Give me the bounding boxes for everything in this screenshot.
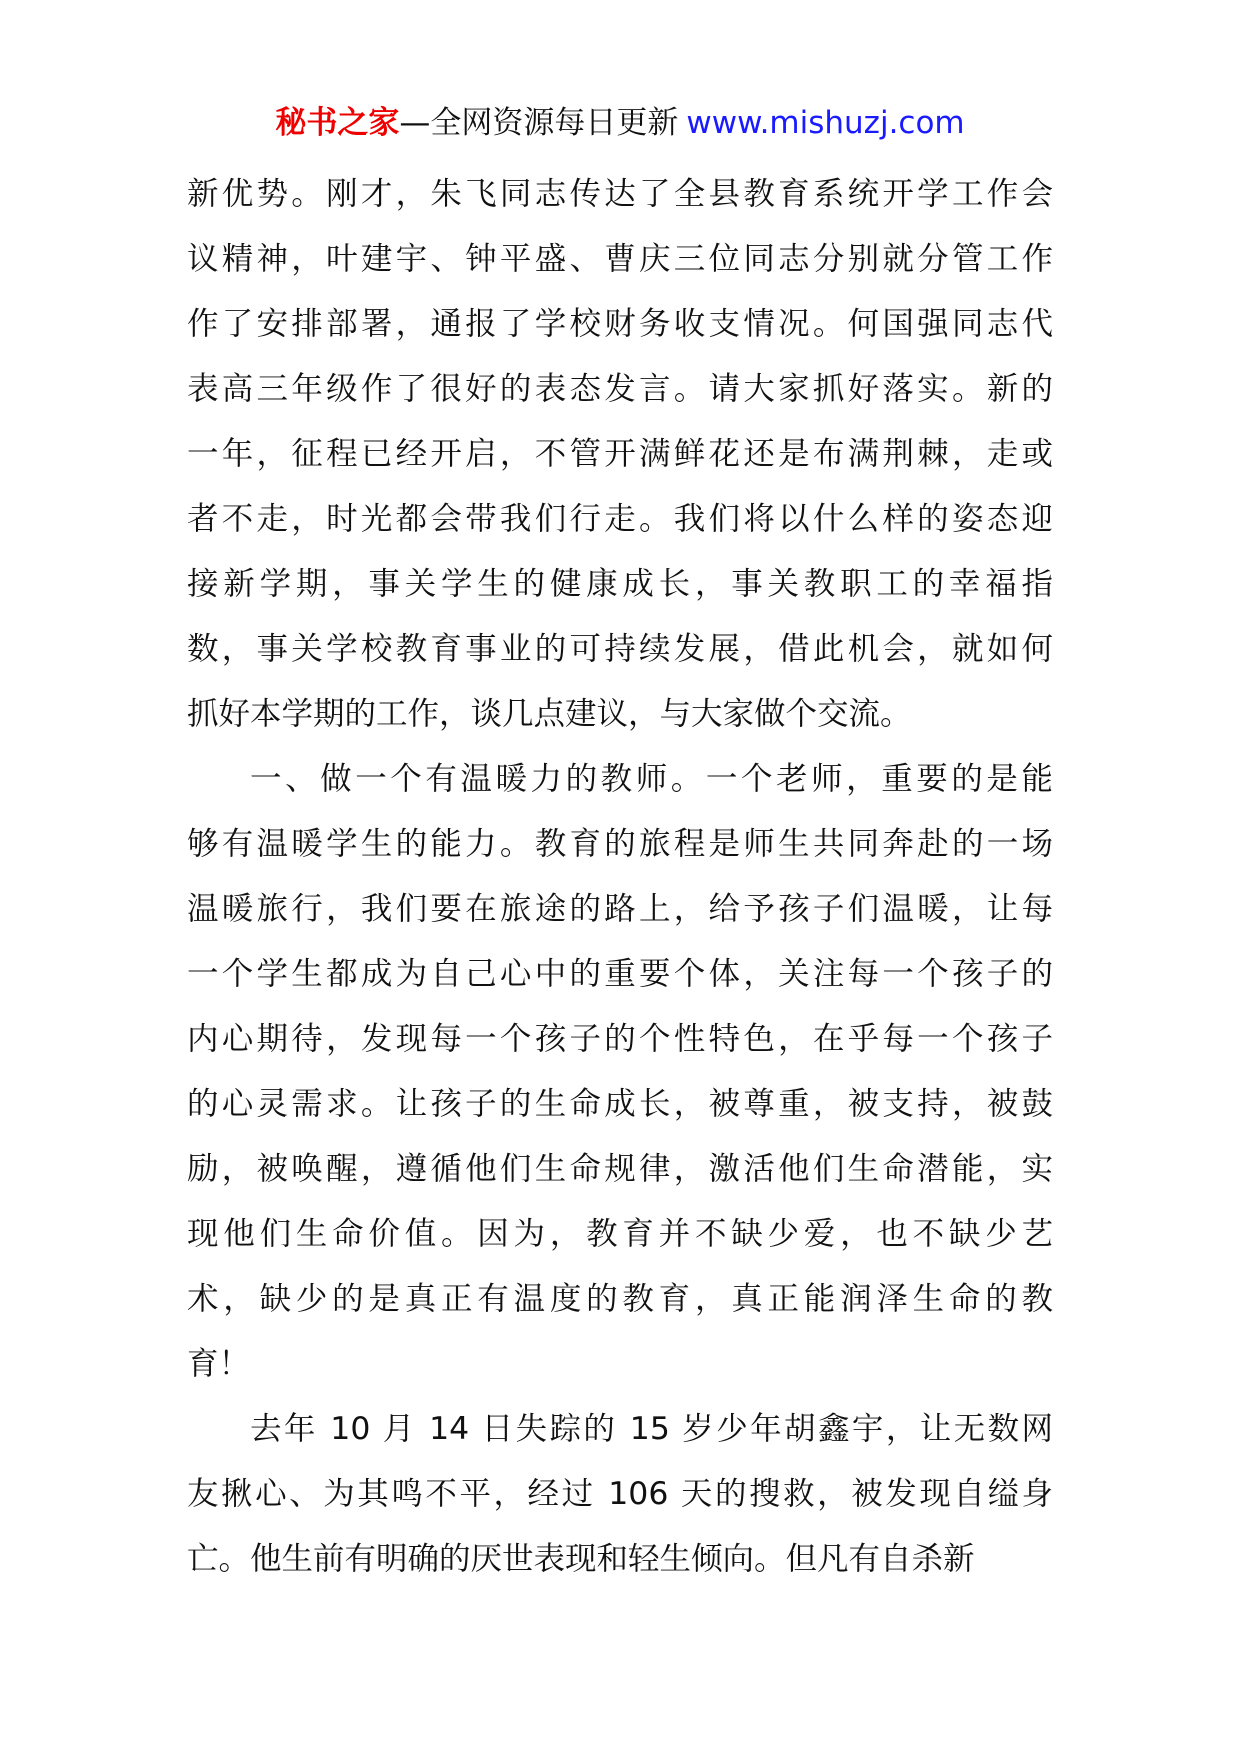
text-line: 现他们生命价值。因为，教育并不缺少爱，也不缺少艺 [187,1216,1053,1252]
text-line: 温暖旅行，我们要在旅途的路上，给予孩子们温暖，让每 [187,891,1053,927]
text-line: 作了安排部署，通报了学校财务收支情况。何国强同志代 [187,306,1053,342]
text-line: 的心灵需求。让孩子的生命成长，被尊重，被支持，被鼓 [187,1086,1053,1122]
paragraph [187,747,1053,1397]
text-line: 者不走，时光都会带我们行走。我们将以什么样的姿态迎 [187,501,1053,537]
page-header [0,100,1240,146]
header-brand: 秘书之家 [275,105,400,141]
text-line: 一年，征程已经开启，不管开满鲜花还是布满荆棘，走或 [187,436,1053,472]
text-line: 够有温暖学生的能力。教育的旅程是师生共同奔赴的一场 [187,826,1053,862]
text-line: 数，事关学校教育事业的可持续发展，借此机会，就如何 [187,631,1053,667]
text-line: 亡。他生前有明确的厌世表现和轻生倾向。但凡有自杀新 [187,1541,975,1577]
text-line: 一、做一个有温暖力的教师。一个老师，重要的是能 [250,761,1053,797]
text-line: 励，被唤醒，遵循他们生命规律，激活他们生命潜能，实 [187,1151,1053,1187]
header-tagline: —全网资源每日更新 [399,105,679,141]
text-line: 议精神，叶建宇、钟平盛、曹庆三位同志分别就分管工作 [187,241,1053,277]
document-body [187,162,1053,1592]
paragraph [187,162,1053,747]
text-line: 育！ [187,1346,251,1382]
text-line: 表高三年级作了很好的表态发言。请大家抓好落实。新的 [187,371,1053,407]
text-line: 内心期待，发现每一个孩子的个性特色，在乎每一个孩子 [187,1021,1053,1057]
text-line: 友揪心、为其鸣不平，经过 106 天的搜救，被发现自缢身 [187,1476,1053,1512]
text-line: 接新学期，事关学生的健康成长，事关教职工的幸福指 [187,566,1053,602]
text-line: 去年 10 月 14 日失踪的 15 岁少年胡鑫宇，让无数网 [250,1411,1053,1447]
paragraph [187,1397,1053,1592]
text-line: 一个学生都成为自己心中的重要个体，关注每一个孩子的 [187,956,1053,992]
header-url-link[interactable]: www.mishuzj.com [686,105,965,141]
text-line: 术，缺少的是真正有温度的教育，真正能润泽生命的教 [187,1281,1053,1317]
text-line: 抓好本学期的工作，谈几点建议，与大家做个交流。 [187,696,912,732]
text-line: 新优势。刚才，朱飞同志传达了全县教育系统开学工作会 [187,176,1053,212]
